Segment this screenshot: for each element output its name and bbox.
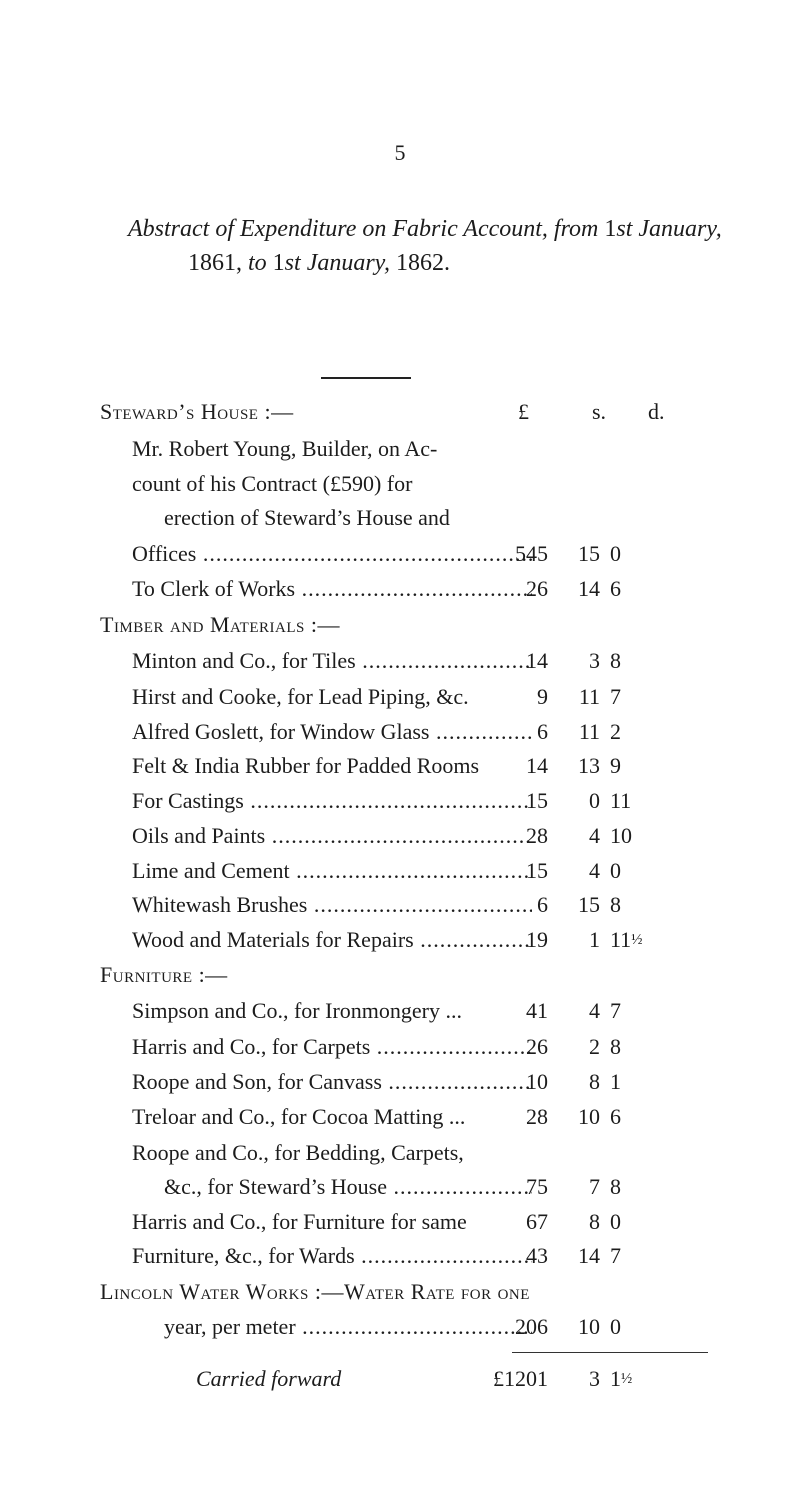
row-shillings: 4 bbox=[589, 858, 600, 883]
row-pence bbox=[596, 1310, 636, 1344]
row-label: Offices ..... bbox=[132, 537, 532, 571]
row-pence bbox=[596, 572, 636, 606]
row-pence-value: 9 bbox=[610, 753, 621, 778]
row-pence-value: 8 bbox=[610, 648, 621, 673]
column-header-pence: d. bbox=[648, 399, 665, 424]
section-heading: Lincoln Water Works :—Water Rate for one bbox=[100, 1279, 530, 1304]
row-label: Felt & India Rubber for Padded Rooms bbox=[132, 753, 480, 778]
row-pence bbox=[596, 1205, 636, 1239]
title-ordinal-number-2: 1 bbox=[272, 250, 285, 276]
page-number: 5 bbox=[394, 140, 406, 165]
section-heading: Timber and Materials :— bbox=[100, 612, 340, 637]
table-row bbox=[0, 1205, 800, 1239]
carried-forward-pounds: £1201 bbox=[493, 1366, 548, 1391]
table-row bbox=[0, 819, 800, 853]
row-shillings: 1 bbox=[589, 927, 600, 952]
row-pounds: 15 bbox=[526, 788, 548, 813]
row-pence-value: 0 bbox=[610, 858, 621, 883]
row-pounds: 28 bbox=[526, 823, 548, 848]
table-row bbox=[0, 1136, 800, 1170]
row-shillings: 15 bbox=[578, 892, 600, 917]
carried-forward-shillings: 3 bbox=[589, 1366, 600, 1391]
row-pence-value: 0 bbox=[610, 541, 621, 566]
row-pence-value: 8 bbox=[610, 1174, 621, 1199]
row-pounds: 10 bbox=[526, 1069, 548, 1094]
row-label: Whitewash Brushes ..... bbox=[132, 888, 532, 922]
row-shillings: 13 bbox=[578, 753, 600, 778]
carried-forward-pence-value: 1 bbox=[610, 1366, 621, 1391]
title-line1-tail: January, bbox=[632, 216, 722, 242]
row-pounds: 28 bbox=[526, 1104, 548, 1129]
row-label: Simpson and Co., for Ironmongery ... bbox=[132, 998, 462, 1023]
row-pence bbox=[596, 994, 636, 1028]
row-pounds: 26 bbox=[526, 1034, 548, 1059]
table-row bbox=[0, 537, 800, 571]
row-label: Minton and Co., for Tiles ..... bbox=[132, 644, 532, 678]
table-row bbox=[0, 501, 800, 535]
row-label: Wood and Materials for Repairs ..... bbox=[132, 923, 532, 957]
row-pounds: 75 bbox=[526, 1174, 548, 1199]
row-pence-fraction: ½ bbox=[631, 932, 643, 948]
row-shillings: 4 bbox=[589, 998, 600, 1023]
row-pounds: 6 bbox=[537, 892, 548, 917]
row-pence bbox=[596, 888, 636, 922]
row-pence-value: 0 bbox=[610, 1209, 621, 1234]
table-row bbox=[0, 644, 800, 678]
title-rule bbox=[321, 377, 411, 379]
row-shillings: 8 bbox=[589, 1209, 600, 1234]
title-ordinal-suffix: st bbox=[616, 216, 633, 242]
carried-forward-label: Carried forward bbox=[196, 1366, 342, 1391]
title-ordinal-suffix-2: st bbox=[284, 250, 301, 276]
row-pounds: 6 bbox=[537, 719, 548, 744]
table-row bbox=[0, 1030, 800, 1064]
title-to: to bbox=[242, 250, 273, 276]
row-label: erection of Steward’s House and bbox=[164, 505, 450, 530]
row-shillings: 4 bbox=[589, 823, 600, 848]
row-pence bbox=[596, 1065, 636, 1099]
table-row bbox=[0, 994, 800, 1028]
title-year-start: 1861, bbox=[188, 250, 242, 276]
row-pounds: 15 bbox=[526, 858, 548, 883]
table-row bbox=[0, 1100, 800, 1134]
row-shillings: 10 bbox=[578, 1104, 600, 1129]
row-pence-value: 11 bbox=[610, 927, 632, 952]
row-shillings: 11 bbox=[578, 719, 600, 744]
row-pence-value: 2 bbox=[610, 719, 621, 744]
row-shillings: 3 bbox=[589, 648, 600, 673]
row-pence bbox=[596, 819, 636, 853]
table-row bbox=[0, 784, 800, 818]
row-shillings: 11 bbox=[578, 684, 600, 709]
row-pence bbox=[596, 1100, 636, 1134]
table-row bbox=[0, 1310, 800, 1344]
row-label: Roope and Co., for Bedding, Carpets, bbox=[132, 1140, 464, 1165]
row-pounds: 9 bbox=[537, 684, 548, 709]
table-row bbox=[0, 888, 800, 922]
row-shillings: 14 bbox=[578, 576, 600, 601]
row-label: Roope and Son, for Canvass ..... bbox=[132, 1065, 532, 1099]
row-label: Lime and Cement ..... bbox=[132, 854, 532, 888]
section-furniture-row bbox=[0, 958, 800, 992]
row-pounds: 41 bbox=[526, 998, 548, 1023]
row-shillings: 7 bbox=[589, 1174, 600, 1199]
table-row bbox=[0, 572, 800, 606]
title-year-end: 1862. bbox=[390, 250, 451, 276]
table-row bbox=[0, 749, 800, 783]
row-pence bbox=[596, 644, 636, 678]
carried-forward-row bbox=[0, 1362, 800, 1396]
row-label: Harris and Co., for Furniture for same bbox=[132, 1209, 467, 1234]
row-pence-value: 6 bbox=[610, 1104, 621, 1129]
row-pence-value: 7 bbox=[610, 998, 621, 1023]
row-label: Hirst and Cooke, for Lead Piping, &c. bbox=[132, 684, 469, 709]
row-pounds: 14 bbox=[526, 648, 548, 673]
row-pence bbox=[596, 1170, 636, 1204]
row-pounds: 19 bbox=[526, 927, 548, 952]
row-label: For Castings ..... bbox=[132, 784, 532, 818]
carried-forward-pence bbox=[596, 1362, 636, 1396]
row-pence-value: 7 bbox=[610, 1243, 621, 1268]
row-pence bbox=[596, 784, 636, 818]
section-stewards-house-row bbox=[0, 395, 800, 429]
row-pence bbox=[596, 749, 636, 783]
title-month: January, bbox=[300, 250, 391, 276]
table-row bbox=[0, 923, 800, 957]
column-header-shillings: s. bbox=[592, 399, 607, 424]
section-heading: Furniture :— bbox=[100, 962, 228, 987]
section-heading: Steward’s House :— bbox=[100, 399, 294, 424]
row-shillings: 15 bbox=[578, 541, 600, 566]
row-pounds: 14 bbox=[526, 753, 548, 778]
row-label: To Clerk of Works ..... bbox=[132, 572, 532, 606]
table-row bbox=[0, 1170, 800, 1204]
section-lincoln-row bbox=[0, 1275, 800, 1309]
row-shillings: 2 bbox=[589, 1034, 600, 1059]
row-pence bbox=[596, 715, 636, 749]
row-shillings: 0 bbox=[589, 788, 600, 813]
row-pounds: 43 bbox=[526, 1243, 548, 1268]
title-line1: Abstract of Expenditure on Fabric Account, from bbox=[128, 216, 605, 242]
row-pence bbox=[596, 1030, 636, 1064]
row-label: Furniture, &c., for Wards ..... bbox=[132, 1239, 532, 1273]
row-label: Harris and Co., for Carpets ..... bbox=[132, 1030, 532, 1064]
row-label: Treloar and Co., for Cocoa Matting ... bbox=[132, 1104, 466, 1129]
row-pounds: 67 bbox=[526, 1209, 548, 1234]
row-pence bbox=[596, 537, 636, 571]
row-pence-value: 6 bbox=[610, 576, 621, 601]
table-row bbox=[0, 1065, 800, 1099]
row-pence bbox=[596, 680, 636, 714]
row-pence-value: 0 bbox=[610, 1314, 621, 1339]
row-pence-value: 10 bbox=[610, 823, 632, 848]
row-shillings: 10 bbox=[578, 1314, 600, 1339]
row-shillings: 14 bbox=[578, 1243, 600, 1268]
table-row bbox=[0, 680, 800, 714]
row-pence-value: 8 bbox=[610, 892, 621, 917]
carried-forward-fraction: ½ bbox=[621, 1371, 633, 1387]
section-timber-row bbox=[0, 608, 800, 642]
row-pounds: 206 bbox=[515, 1314, 548, 1339]
total-rule bbox=[512, 1352, 708, 1353]
row-label: Mr. Robert Young, Builder, on Ac- bbox=[132, 436, 438, 461]
table-row bbox=[0, 1239, 800, 1273]
row-pounds: 545 bbox=[515, 541, 548, 566]
row-pence bbox=[596, 923, 643, 957]
row-pence-value: 7 bbox=[610, 684, 621, 709]
row-label: &c., for Steward’s House ..... bbox=[164, 1170, 532, 1204]
row-label: year, per meter ..... bbox=[164, 1310, 532, 1344]
row-pence bbox=[596, 1239, 636, 1273]
row-pence-value: 8 bbox=[610, 1034, 621, 1059]
row-label: count of his Contract (£590) for bbox=[132, 471, 413, 496]
table-row bbox=[0, 854, 800, 888]
row-label: Oils and Paints ..... bbox=[132, 819, 532, 853]
table-row bbox=[0, 432, 800, 466]
row-pence-value: 1 bbox=[610, 1069, 621, 1094]
table-row bbox=[0, 715, 800, 749]
row-pence-value: 11 bbox=[610, 788, 632, 813]
row-shillings: 8 bbox=[589, 1069, 600, 1094]
table-row bbox=[0, 467, 800, 501]
title-ordinal-number: 1 bbox=[604, 216, 617, 242]
column-header-pounds: £ bbox=[518, 399, 529, 424]
row-pence bbox=[596, 854, 636, 888]
row-pounds: 26 bbox=[526, 576, 548, 601]
row-label: Alfred Goslett, for Window Glass ..... bbox=[132, 715, 532, 749]
